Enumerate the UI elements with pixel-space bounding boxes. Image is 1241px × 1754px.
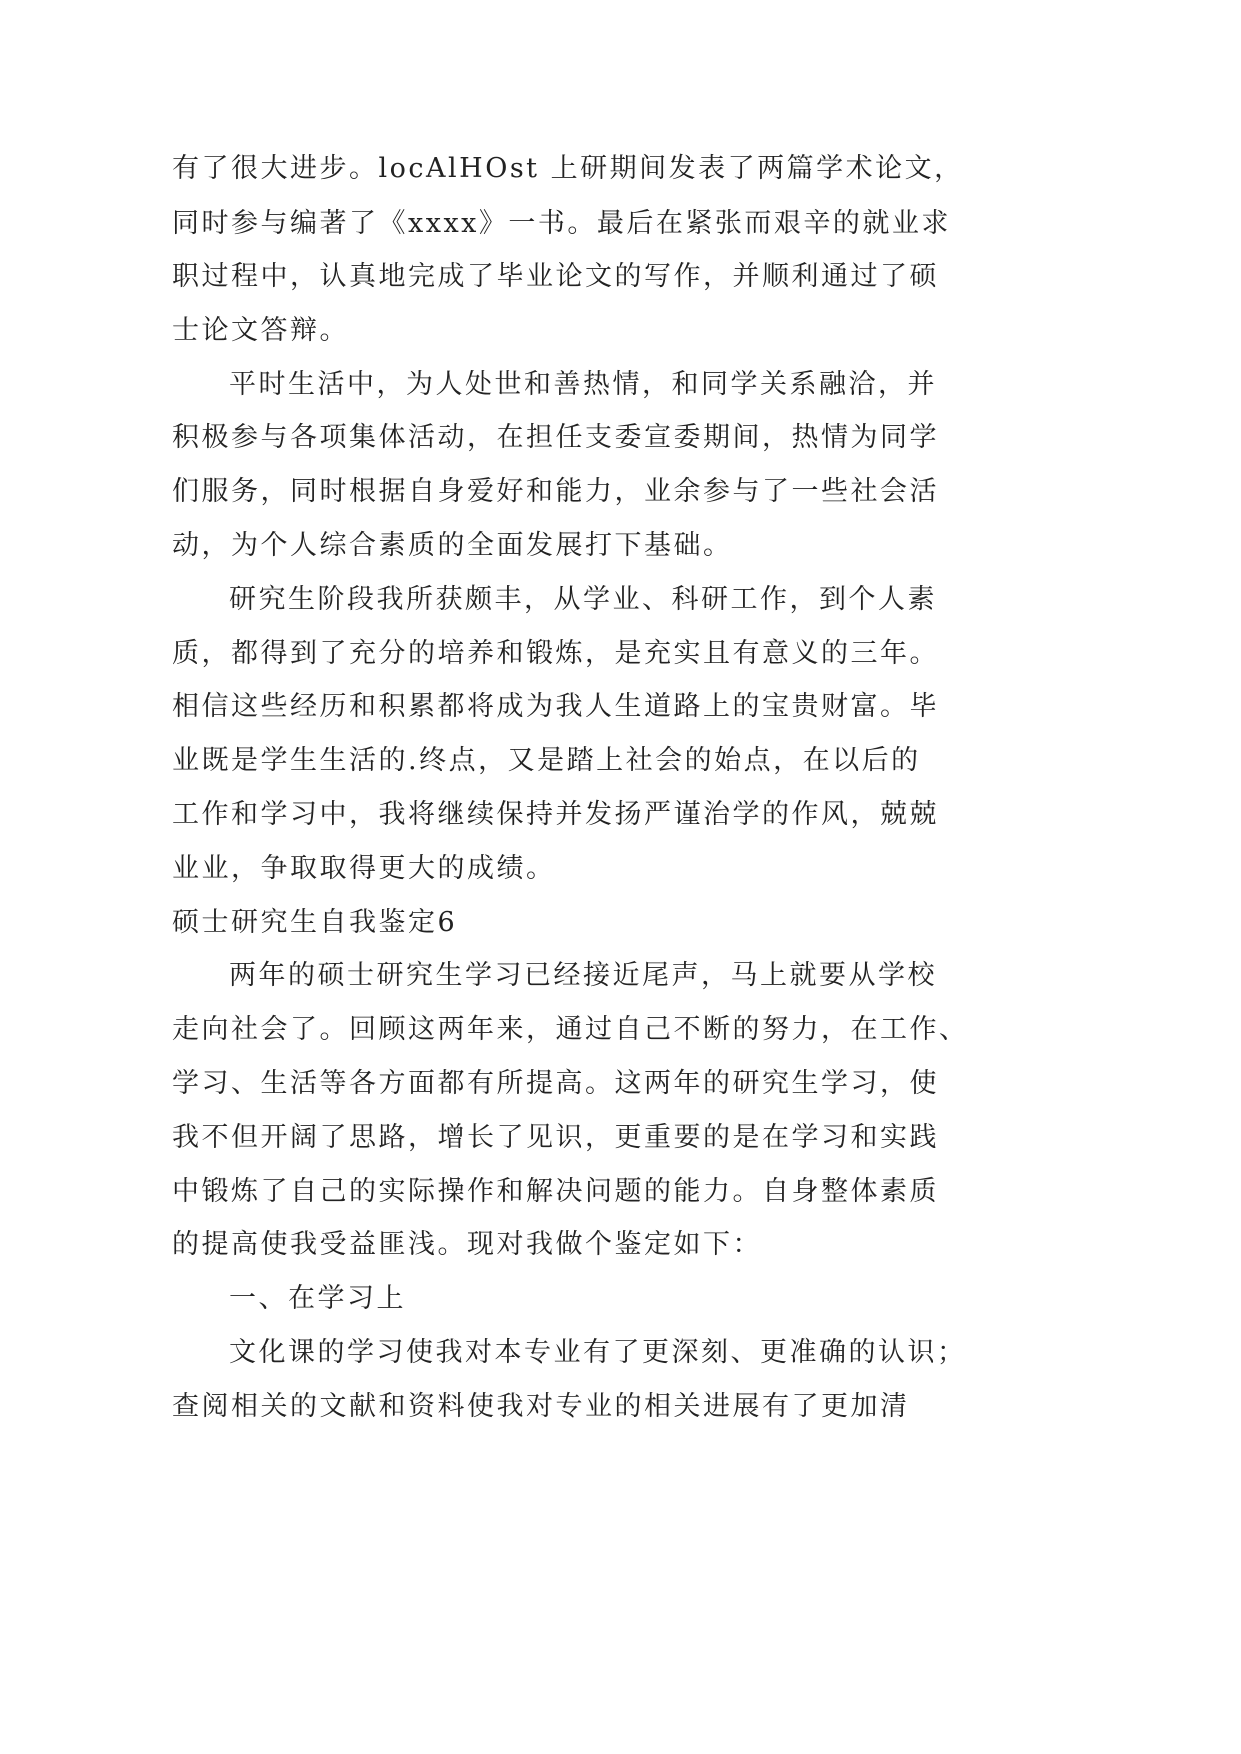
paragraph-line: 的提高使我受益匪浅。现对我做个鉴定如下：: [172, 1229, 762, 1260]
paragraph-line: 文化课的学习使我对本专业有了更深刻、更准确的认识；: [229, 1337, 967, 1368]
paragraph-line: 业既是学生生活的.终点，又是踏上社会的始点，在以后的: [172, 745, 921, 776]
subsection-heading: 一、在学习上: [229, 1283, 406, 1314]
paragraph-line: 学习、生活等各方面都有所提高。这两年的研究生学习，使: [172, 1068, 939, 1099]
paragraph-line: 同时参与编著了《xxxx》一书。最后在紧张而艰辛的就业求: [172, 208, 951, 239]
paragraph-line: 中锻炼了自己的实际操作和解决问题的能力。自身整体素质: [172, 1176, 939, 1207]
paragraph-line: 工作和学习中，我将继续保持并发扬严谨治学的作风，兢兢: [172, 799, 939, 830]
paragraph-line: 业业，争取取得更大的成绩。: [172, 853, 556, 884]
paragraph-line: 平时生活中，为人处世和善热情，和同学关系融洽，并: [229, 369, 937, 400]
paragraph-line: 质，都得到了充分的培养和锻炼，是充实且有意义的三年。: [172, 638, 939, 669]
section-heading: 硕士研究生自我鉴定6: [172, 907, 458, 938]
paragraph-line: 走向社会了。回顾这两年来，通过自己不断的努力，在工作、: [172, 1014, 969, 1045]
paragraph-line: 查阅相关的文献和资料使我对专业的相关进展有了更加清: [172, 1391, 910, 1422]
paragraph-line: 研究生阶段我所获颇丰，从学业、科研工作，到个人素: [229, 584, 937, 615]
paragraph-line: 相信这些经历和积累都将成为我人生道路上的宝贵财富。毕: [172, 691, 939, 722]
paragraph-line: 们服务，同时根据自身爱好和能力，业余参与了一些社会活: [172, 476, 939, 507]
paragraph-line: 士论文答辩。: [172, 315, 349, 346]
paragraph-line: 职过程中，认真地完成了毕业论文的写作，并顺利通过了硕: [172, 261, 939, 292]
paragraph-line: 有了很大进步。locAlHOst 上研期间发表了两篇学术论文，: [172, 153, 964, 184]
paragraph-line: 积极参与各项集体活动，在担任支委宣委期间，热情为同学: [172, 422, 939, 453]
paragraph-line: 我不但开阔了思路，增长了见识，更重要的是在学习和实践: [172, 1122, 939, 1153]
paragraph-line: 动，为个人综合素质的全面发展打下基础。: [172, 530, 733, 561]
paragraph-line: 两年的硕士研究生学习已经接近尾声，马上就要从学校: [229, 960, 937, 991]
